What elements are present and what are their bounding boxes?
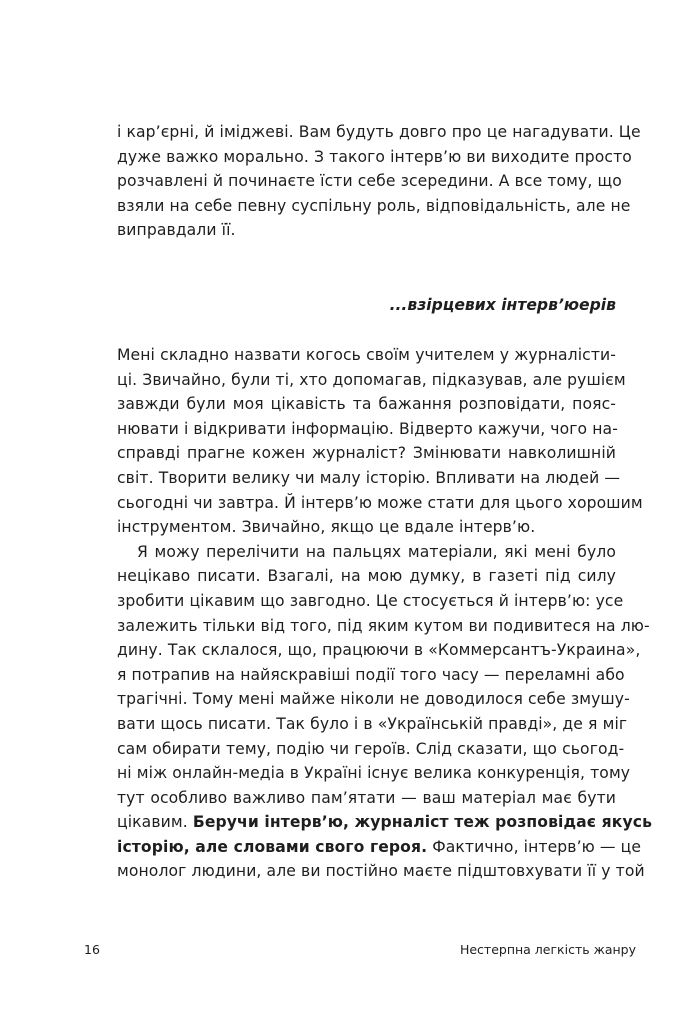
text-line: виправдали її.	[117, 221, 236, 240]
text-line: Мені складно назвати когось своїм учителем у журналісти-	[117, 346, 616, 364]
text-line-with-bold	[117, 810, 653, 835]
text-line: я потрапив на найяскравіші події того часу — переламні або	[117, 665, 625, 684]
text-line: зробити цікавим що завгодно. Це стосується й інтерв’ю: усе	[117, 591, 624, 610]
section-heading: ...взірцевих інтерв’юерів	[389, 296, 616, 314]
text-line: інструментом. Звичайно, якщо це вдале інтерв’ю.	[117, 518, 536, 537]
plain-text: Фактично, інтерв’ю — це	[427, 837, 642, 856]
text-line-with-bold	[117, 835, 642, 860]
top-paragraph	[117, 120, 641, 243]
page-number: 16	[84, 942, 100, 957]
bold-text: історію, але словами свого героя.	[117, 837, 428, 856]
text-line: завжди були моя цікавість та бажання розповідати, пояс-	[117, 395, 616, 414]
text-line: вати щось писати. Так було і в «Українській правді», де я міг	[117, 714, 628, 733]
bold-text: Беручи інтерв’ю, журналіст теж розповідає якусь	[192, 813, 653, 832]
text-line: сам обирати тему, подію чи героїв. Слід сказати, що сьогод-	[117, 739, 625, 758]
text-line: нецікаво писати. Взагалі, на мою думку, в газеті під силу	[117, 567, 616, 586]
running-footer-title: Нестерпна легкість жанру	[459, 942, 636, 957]
text-line: трагічні. Тому мені майже ніколи не доводилося себе змушу-	[117, 690, 630, 709]
text-line: монолог людини, але ви постійно маєте підштовхувати її у той	[117, 862, 645, 881]
text-line: взяли на себе певну суспільну роль, відповідальність, але не	[117, 196, 631, 215]
text-line: тут особливо важливо пам’ятати — ваш матеріал має бути	[117, 788, 616, 807]
text-line: дину. Так склалося, що, працюючи в «Коммерсантъ-Украина»,	[117, 641, 641, 660]
text-line: сьогодні чи завтра. Й інтерв’ю може стати для цього хорошим	[117, 493, 643, 512]
text-line: справді прагне кожен журналіст? Змінювати навколишній	[117, 444, 616, 463]
text-line: і кар’єрні, й іміджеві. Вам будуть довго про це нагадувати. Це	[117, 123, 641, 141]
text-line: розчавлені й починаєте їсти себе зсередини. А все тому, що	[117, 172, 622, 191]
text-line: ні між онлайн-медіа в Україні існує велика конкуренція, тому	[117, 764, 631, 783]
text-line: Я можу перелічити на пальцях матеріали, які мені було	[137, 542, 616, 561]
plain-text: цікавим.	[117, 813, 193, 832]
body-text	[117, 343, 653, 884]
text-line: ці. Звичайно, були ті, хто допомагав, підказував, але рушієм	[117, 370, 626, 389]
text-line: залежить тільки від того, під яким кутом ви подивитеся на лю-	[117, 616, 650, 635]
text-line: світ. Творити велику чи малу історію. Впливати на людей —	[117, 468, 621, 487]
text-line: нювати і відкривати інформацію. Відверто кажучи, чого на-	[117, 419, 618, 438]
text-line: дуже важко морально. З такого інтерв’ю ви виходите просто	[117, 147, 632, 166]
